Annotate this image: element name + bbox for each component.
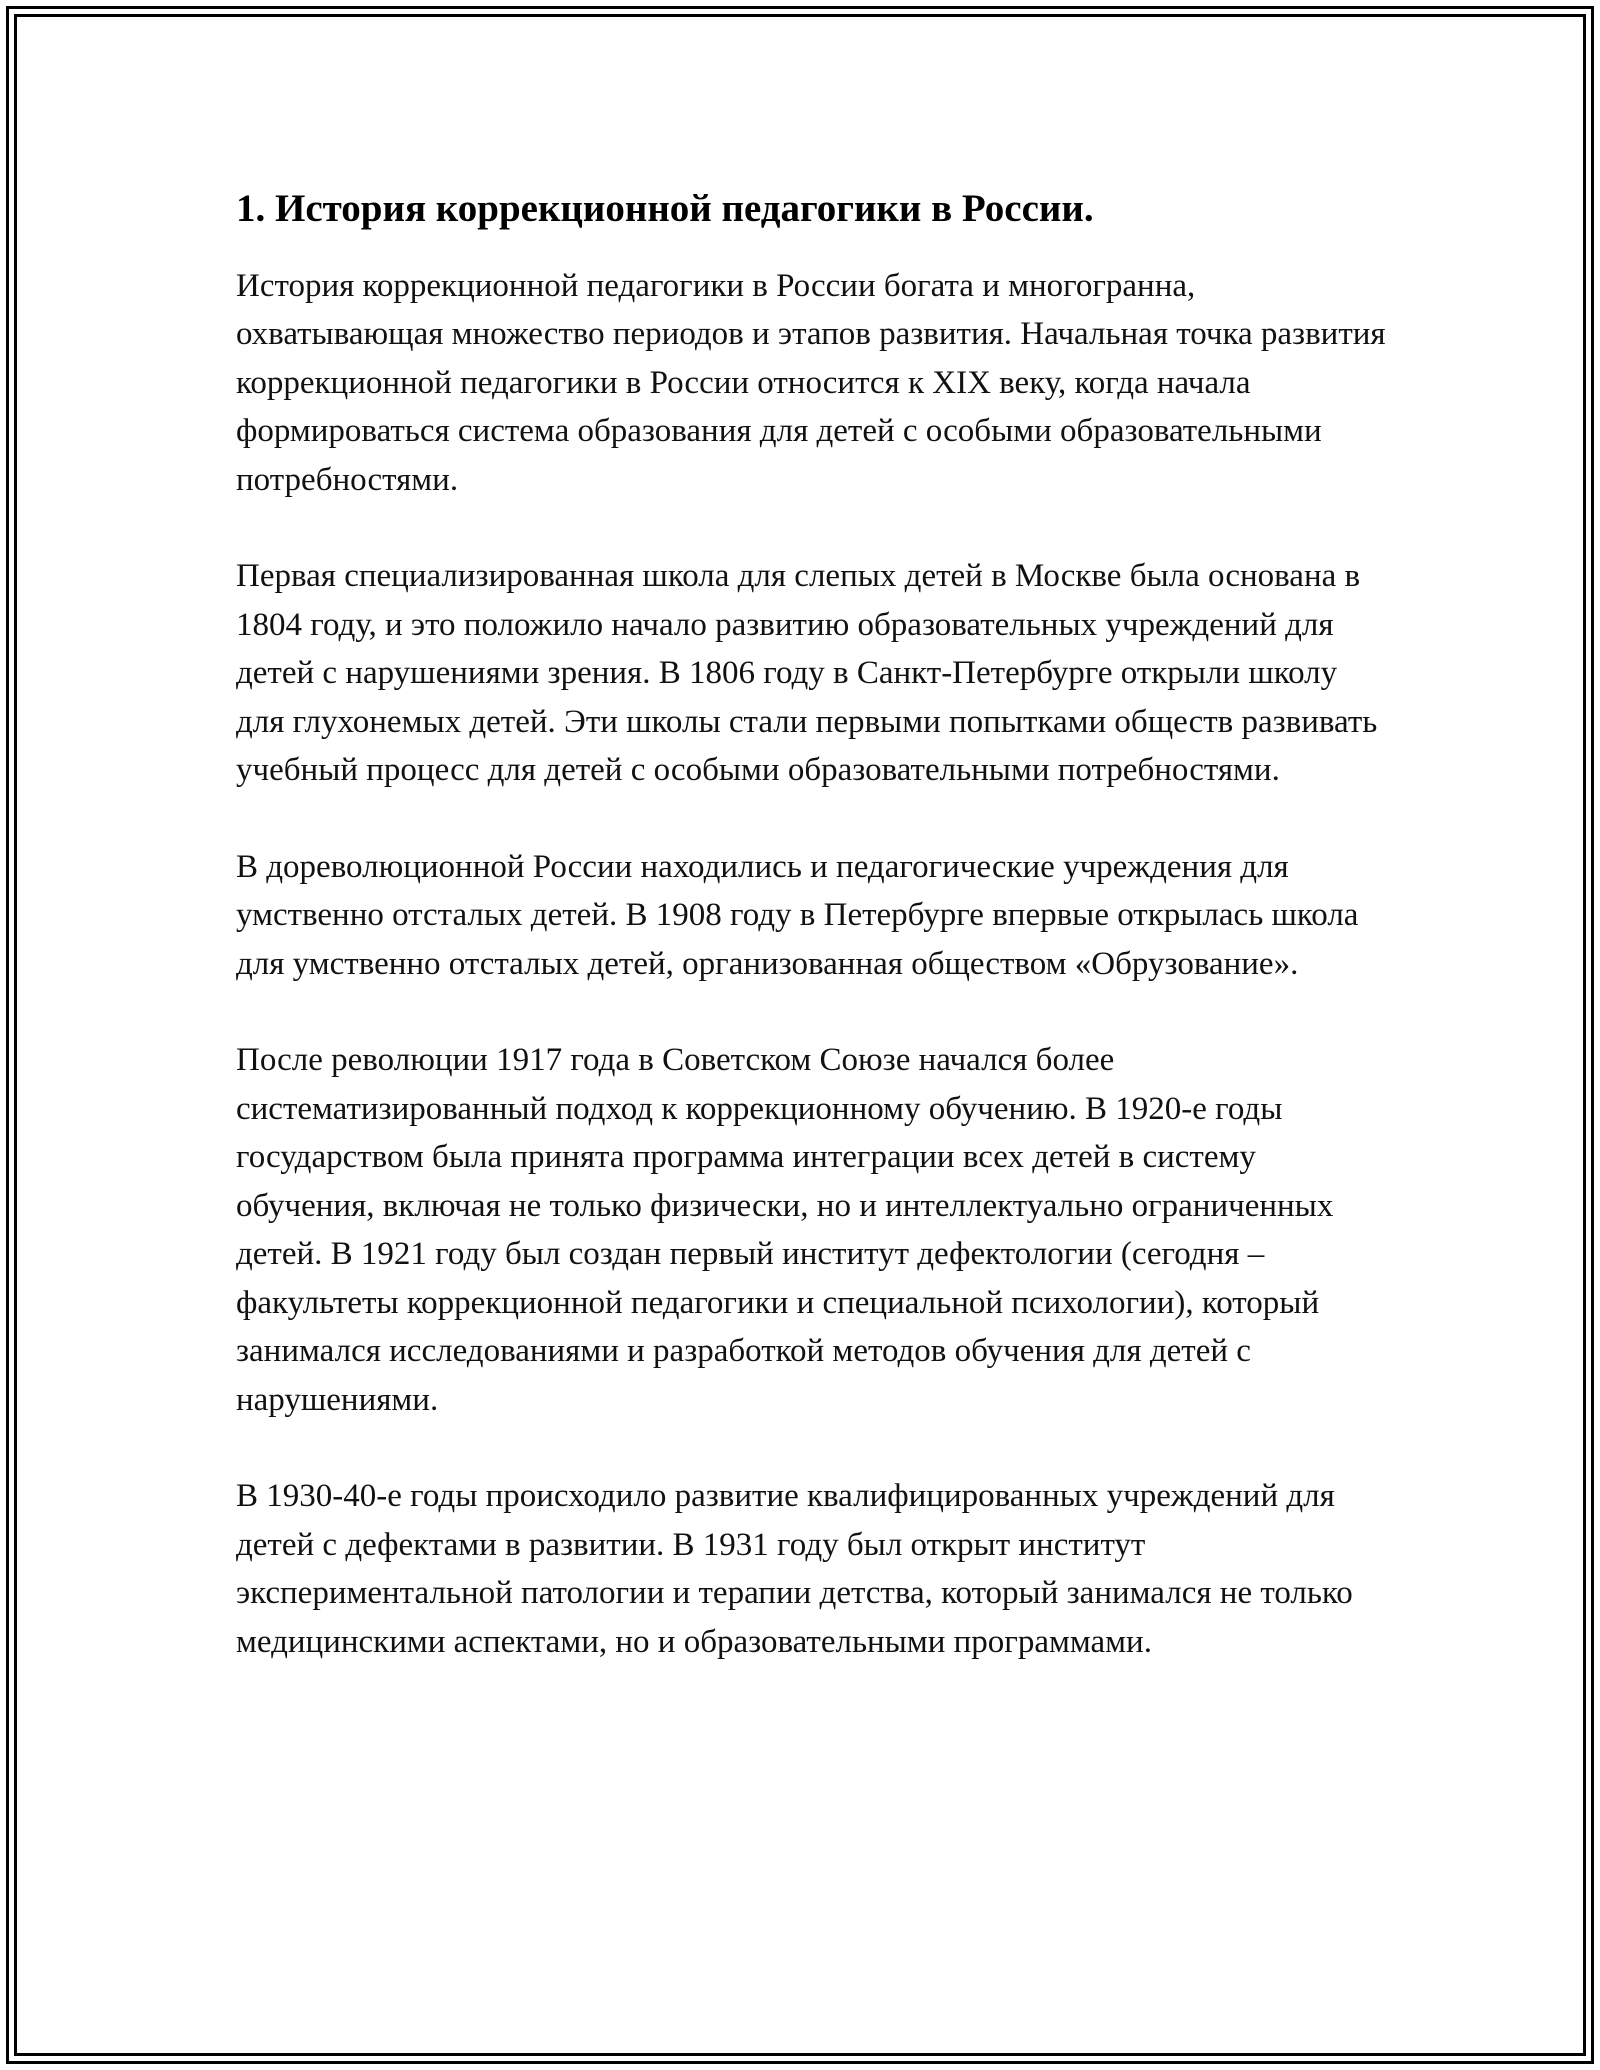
paragraph-3: В дореволюционной России находились и педагогические учреждения для умственно отсталых детей. В 1908 году в Петербурге впервые открылась школа для умственно отсталых детей, организованная обществом «Обрузование». [236, 848, 1359, 982]
paragraph-1: История коррекционной педагогики в России богата и многогранна, охватывающая множество периодов и этапов развития. Начальная точка развития коррекционной педагогики в России относится к XIX веку, когда начала формироваться система образования для детей с особыми образовательными потребностями. [236, 267, 1386, 498]
paragraph-4: После революции 1917 года в Советском Союзе начался более систематизированный подход к коррекционному обучению. В 1920-е годы государством была принята программа интеграции всех детей в систему обучения, включая не только физически, но и интеллектуально ограниченных детей. В 1921 году был создан первый институт дефектологии (сегодня – факультеты коррекционной педагогики и специальной психологии), который занимался исследованиями и разработкой методов обучения для детей с нарушениями. [236, 1042, 1334, 1418]
paragraph-2: Первая специализированная школа для слепых детей в Москве была основана в 1804 году, и это положило начало развитию образовательных учреждений для детей с нарушениями зрения. В 1806 году в Санкт-Петербурге открыли школу для глухонемых детей. Эти школы стали первыми попытками обществ развивать учебный процесс для детей с особыми образовательными потребностями. [236, 558, 1378, 789]
document-body [236, 185, 1386, 1714]
page-title: 1. История коррекционной педагогики в России. [236, 187, 1094, 230]
paragraph-5: В 1930-40-е годы происходило развитие квалифицированных учреждений для детей с дефектами в развитии. В 1931 году был открыт институт экспериментальной патологии и терапии детства, который занимался не только медицинскими аспектами, но и образовательными программами. [236, 1478, 1353, 1660]
